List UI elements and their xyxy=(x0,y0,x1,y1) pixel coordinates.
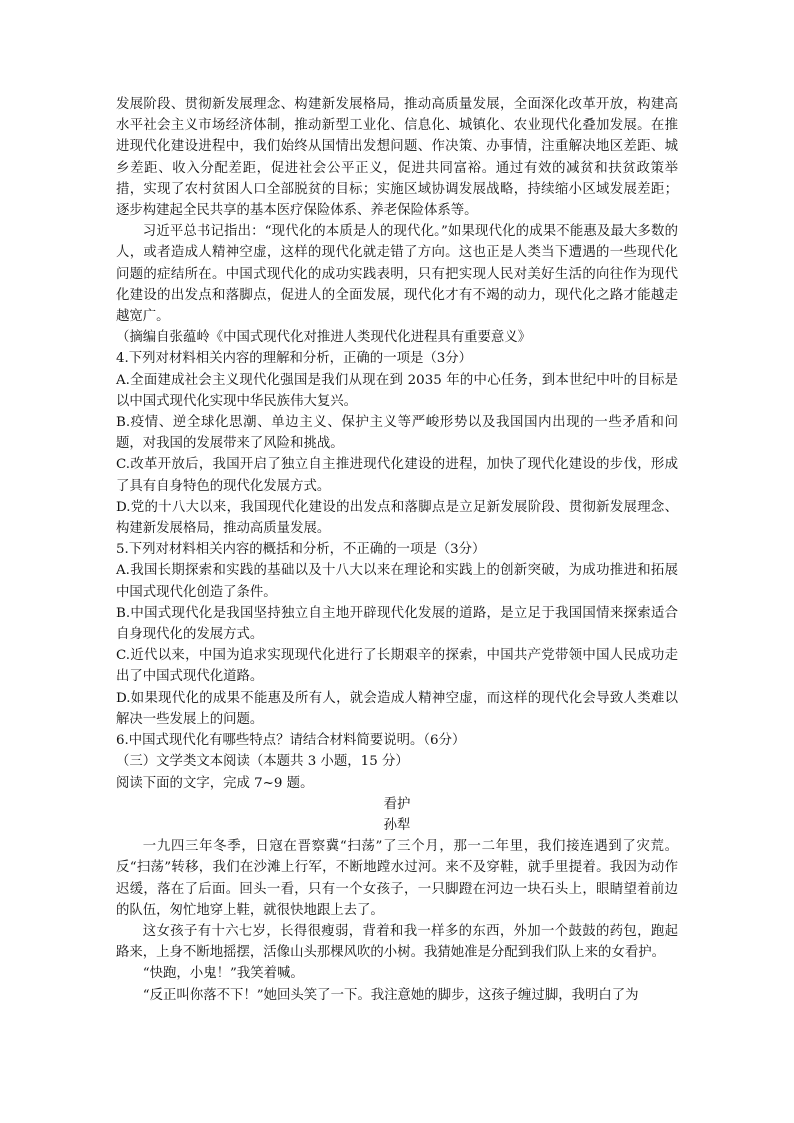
question-4-stem: 4.下列对材料相关内容的理解和分析，正确的一项是（3分） xyxy=(116,351,473,367)
section-3-instruction: 阅读下面的文字，完成 7~9 题。 xyxy=(116,775,314,791)
section-3-heading: （三）文学类文本阅读（本题共 3 小题，15 分） xyxy=(116,754,409,770)
passage-paragraph-1: 发展阶段、贯彻新发展理念、构建新发展格局，推动高质量发展，全面深化改革开放，构建高水平社会主义市场经济体制，推动新型工业化、信息化、城镇化、农业现代化叠加发展。在推进现代化建设进程中，我们始终从国情出发想问题、作决策、办事情，注重解决地区差距、城乡差距、收入分配差距，促进社会公平正义，促进共同富裕。通过有效的减贫和扶贫政策举措，实现了农村贫困人口全部脱贫的目标；实施区域协调发展战略，持续缩小区域发展差距；逐步构建起全民共享的基本医疗保险体系、养老保险体系等。 xyxy=(116,97,678,219)
question-4-option-b: B.疫情、逆全球化思潮、单边主义、保护主义等严峻形势以及我国国内出现的一些矛盾和问题，对我国的发展带来了风险和挑战。 xyxy=(116,415,678,452)
story-dialogue-2: “反正叫你落不下！”她回头笑了一下。我注意她的脚步，这孩子缠过脚，我明白了为 xyxy=(142,987,639,1003)
question-6-stem: 6.中国式现代化有哪些特点？请结合材料简要说明。（6分） xyxy=(116,733,466,749)
question-4-option-a: A.全面建成社会主义现代化强国是我们从现在到 2035 年的中心任务，到本世纪中叶的目标是以中国式现代化实现中华民族伟大复兴。 xyxy=(116,372,678,409)
story-paragraph-2: 这女孩子有十六七岁，长得很瘦弱，背着和我一样多的东西，外加一个鼓鼓的药包，跑起路来，上身不断地摇摆，活像山头那棵风吹的小树。我猜她准是分配到我们队上来的女看护。 xyxy=(116,923,678,961)
passage-paragraph-2: 习近平总书记指出：“现代化的本质是人的现代化。”如果现代化的成果不能惠及最大多数的人，或者造成人精神空虚，这样的现代化就走错了方向。这也正是人类当下遭遇的一些现代化问题的症结所在。中国式现代化的成功实践表明，只有把实现人民对美好生活的向往作为现代化建设的出发点和落脚点，促进人的全面发展，现代化才有不竭的动力，现代化之路才能越走越宽广。 xyxy=(116,224,678,325)
story-paragraph-1: 一九四三年冬季，日寇在晋察冀“扫荡”了三个月，那一二年里，我们接连遇到了灾荒。反“扫荡”转移，我们在沙滩上行军，不断地蹚水过河。来不及穿鞋，就手里提着。我因为动作迟缓，落在了后面。回头一看，只有一个女孩子，一只脚蹬在河边一块石头上，眼睛望着前边的队伍，匆忙地穿上鞋，就很快地跟上去了。 xyxy=(116,839,678,918)
question-5-stem: 5.下列对材料相关内容的概括和分析，不正确的一项是（3分） xyxy=(116,542,486,558)
question-5-option-c: C.近代以来，中国为追求实现现代化进行了长期艰辛的探索，中国共产党带领中国人民成功走出了中国式现代化道路。 xyxy=(116,648,678,685)
story-dialogue-1: “快跑，小鬼！”我笑着喊。 xyxy=(142,966,304,982)
question-5-option-b: B.中国式现代化是我国坚持独立自主地开辟现代化发展的道路，是立足于我国国情来探索适合自身现代化的发展方式。 xyxy=(116,605,678,643)
question-5-option-a: A.我国长期探索和实践的基础以及十八大以来在理论和实践上的创新突破，为成功推进和拓展中国式现代化创造了条件。 xyxy=(116,563,678,600)
question-4-option-c: C.改革开放后，我国开启了独立自主推进现代化建设的进程，加快了现代化建设的步伐，形成了具有自身特色的现代化发展方式。 xyxy=(116,457,678,494)
exam-page xyxy=(116,94,678,1006)
question-4-option-d: D.党的十八大以来，我国现代化建设的出发点和落脚点是立足新发展阶段、贯彻新发展理念、构建新发展格局，推动高质量发展。 xyxy=(116,499,678,537)
story-author: 孙犁 xyxy=(383,817,411,833)
question-5-option-d: D.如果现代化的成果不能惠及所有人，就会造成人精神空虚，而这样的现代化会导致人类难以解决一些发展上的问题。 xyxy=(116,690,678,727)
source-note: （摘编自张蕴岭《中国式现代化对推进人类现代化进程具有重要意义》 xyxy=(116,330,532,346)
story-title: 看护 xyxy=(383,796,411,812)
